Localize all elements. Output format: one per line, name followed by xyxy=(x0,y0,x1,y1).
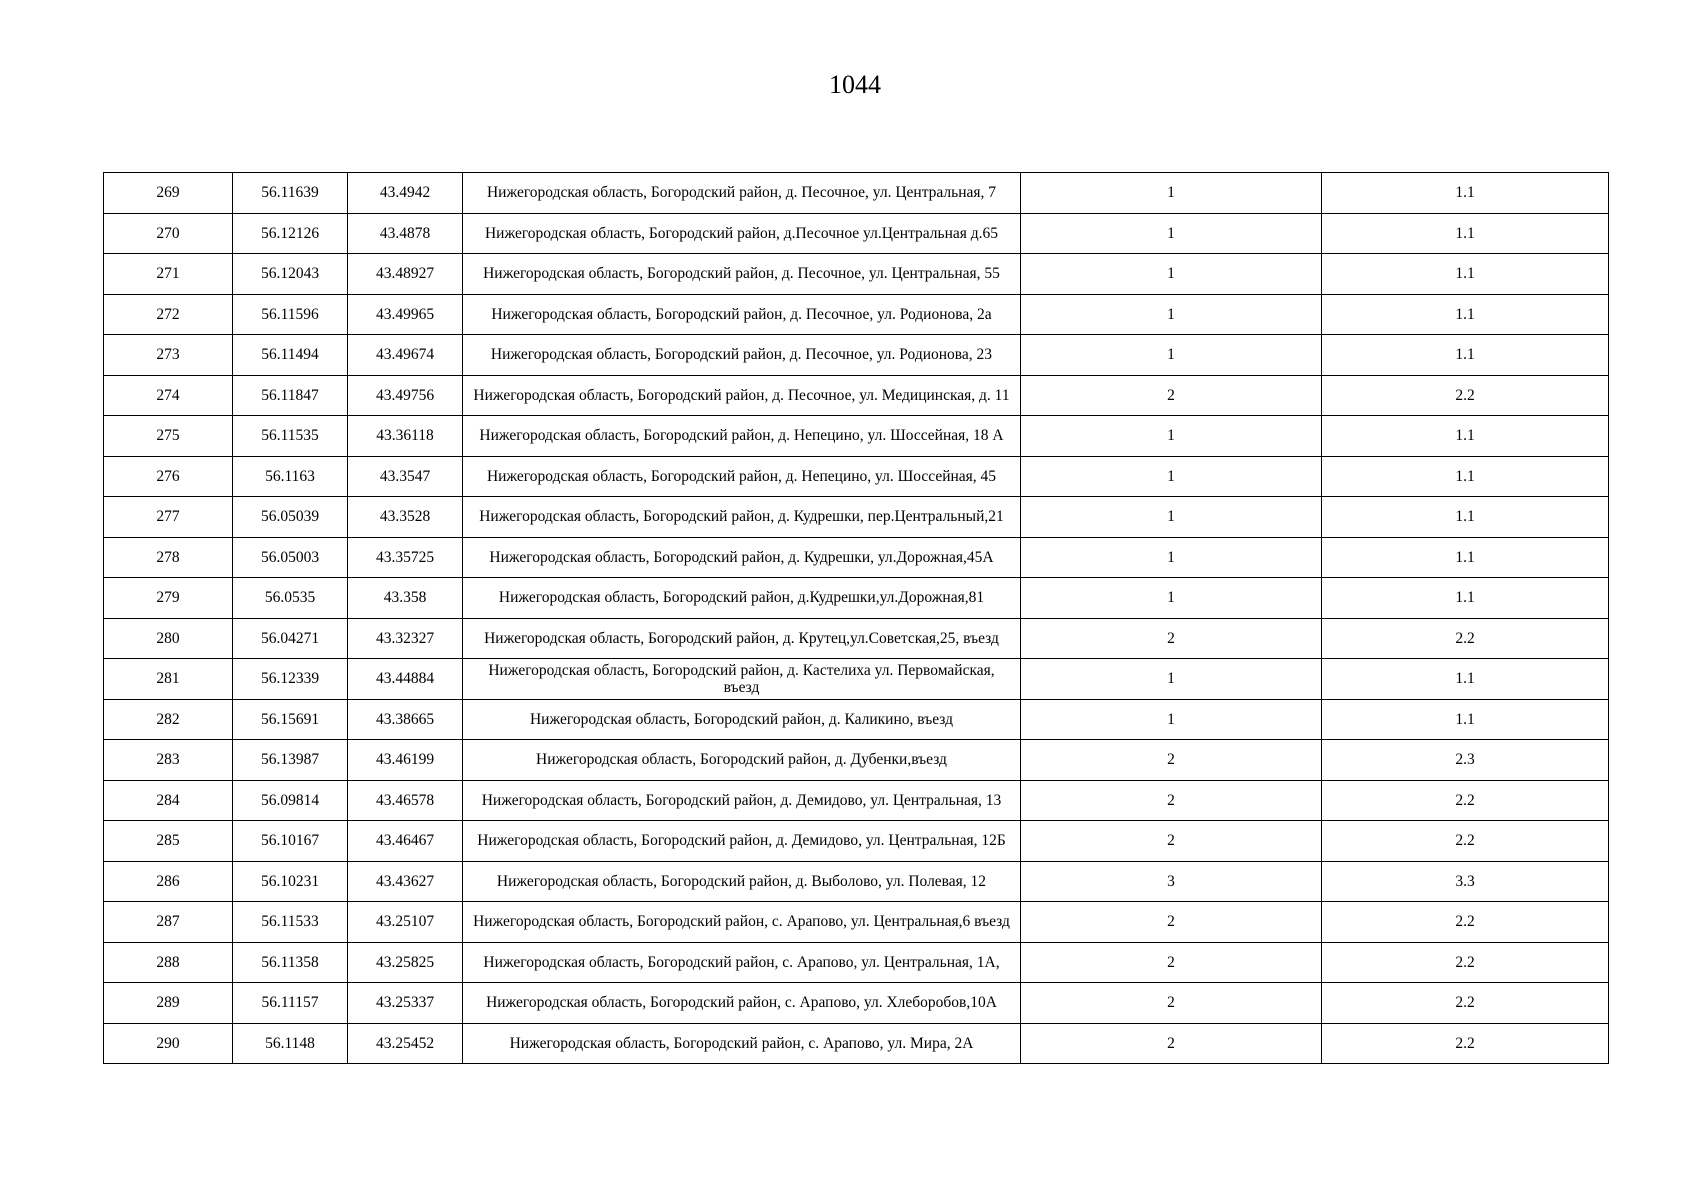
latitude-cell: 56.10167 xyxy=(233,821,348,862)
row-number-cell: 270 xyxy=(104,213,233,254)
count-cell: 3 xyxy=(1021,861,1322,902)
address-cell: Нижегородская область, Богородский район, с. Арапово, ул. Хлеборобов,10А xyxy=(463,983,1021,1024)
row-number-cell: 289 xyxy=(104,983,233,1024)
data-table xyxy=(103,172,1609,1064)
row-number-cell: 279 xyxy=(104,578,233,619)
table-row xyxy=(104,173,1609,214)
latitude-cell: 56.09814 xyxy=(233,780,348,821)
address-cell: Нижегородская область, Богородский район, д. Кудрешки, пер.Центральный,21 xyxy=(463,497,1021,538)
table-row xyxy=(104,456,1609,497)
latitude-cell: 56.11535 xyxy=(233,416,348,457)
address-cell: Нижегородская область, Богородский район, д. Кудрешки, ул.Дорожная,45А xyxy=(463,537,1021,578)
row-number-cell: 290 xyxy=(104,1023,233,1064)
longitude-cell: 43.46578 xyxy=(348,780,463,821)
code-cell: 1.1 xyxy=(1322,699,1609,740)
table-row xyxy=(104,983,1609,1024)
table-row xyxy=(104,416,1609,457)
count-cell: 1 xyxy=(1021,173,1322,214)
code-cell: 2.2 xyxy=(1322,902,1609,943)
longitude-cell: 43.35725 xyxy=(348,537,463,578)
address-cell: Нижегородская область, Богородский район, д. Каликино, въезд xyxy=(463,699,1021,740)
latitude-cell: 56.12126 xyxy=(233,213,348,254)
address-cell: Нижегородская область, Богородский район, д. Выболово, ул. Полевая, 12 xyxy=(463,861,1021,902)
latitude-cell: 56.05039 xyxy=(233,497,348,538)
code-cell: 1.1 xyxy=(1322,659,1609,700)
row-number-cell: 271 xyxy=(104,254,233,295)
longitude-cell: 43.44884 xyxy=(348,659,463,700)
latitude-cell: 56.11157 xyxy=(233,983,348,1024)
code-cell: 2.2 xyxy=(1322,821,1609,862)
latitude-cell: 56.10231 xyxy=(233,861,348,902)
table-row xyxy=(104,942,1609,983)
table-row xyxy=(104,213,1609,254)
code-cell: 1.1 xyxy=(1322,254,1609,295)
latitude-cell: 56.0535 xyxy=(233,578,348,619)
count-cell: 1 xyxy=(1021,497,1322,538)
longitude-cell: 43.25452 xyxy=(348,1023,463,1064)
code-cell: 1.1 xyxy=(1322,416,1609,457)
latitude-cell: 56.13987 xyxy=(233,740,348,781)
count-cell: 2 xyxy=(1021,375,1322,416)
code-cell: 1.1 xyxy=(1322,213,1609,254)
address-cell: Нижегородская область, Богородский район, д. Песочное, ул. Родионова, 23 xyxy=(463,335,1021,376)
count-cell: 1 xyxy=(1021,578,1322,619)
table-body xyxy=(104,173,1609,1064)
table-row xyxy=(104,699,1609,740)
longitude-cell: 43.3528 xyxy=(348,497,463,538)
count-cell: 2 xyxy=(1021,942,1322,983)
count-cell: 2 xyxy=(1021,740,1322,781)
table-row xyxy=(104,254,1609,295)
code-cell: 2.2 xyxy=(1322,1023,1609,1064)
latitude-cell: 56.11847 xyxy=(233,375,348,416)
latitude-cell: 56.1148 xyxy=(233,1023,348,1064)
row-number-cell: 269 xyxy=(104,173,233,214)
code-cell: 1.1 xyxy=(1322,537,1609,578)
code-cell: 1.1 xyxy=(1322,173,1609,214)
table-row xyxy=(104,618,1609,659)
row-number-cell: 288 xyxy=(104,942,233,983)
address-cell: Нижегородская область, Богородский район, д. Песочное, ул. Родионова, 2а xyxy=(463,294,1021,335)
address-cell: Нижегородская область, Богородский район, д. Песочное, ул. Медицинская, д. 11 xyxy=(463,375,1021,416)
table-row xyxy=(104,659,1609,700)
table-row xyxy=(104,497,1609,538)
longitude-cell: 43.49756 xyxy=(348,375,463,416)
longitude-cell: 43.25337 xyxy=(348,983,463,1024)
longitude-cell: 43.25107 xyxy=(348,902,463,943)
count-cell: 1 xyxy=(1021,416,1322,457)
table-row xyxy=(104,780,1609,821)
longitude-cell: 43.358 xyxy=(348,578,463,619)
row-number-cell: 273 xyxy=(104,335,233,376)
address-cell: Нижегородская область, Богородский район, д. Непецино, ул. Шоссейная, 18 А xyxy=(463,416,1021,457)
row-number-cell: 278 xyxy=(104,537,233,578)
count-cell: 1 xyxy=(1021,254,1322,295)
count-cell: 2 xyxy=(1021,821,1322,862)
longitude-cell: 43.32327 xyxy=(348,618,463,659)
row-number-cell: 280 xyxy=(104,618,233,659)
row-number-cell: 277 xyxy=(104,497,233,538)
latitude-cell: 56.11596 xyxy=(233,294,348,335)
latitude-cell: 56.11639 xyxy=(233,173,348,214)
longitude-cell: 43.36118 xyxy=(348,416,463,457)
count-cell: 2 xyxy=(1021,780,1322,821)
longitude-cell: 43.4878 xyxy=(348,213,463,254)
code-cell: 2.2 xyxy=(1322,942,1609,983)
address-cell: Нижегородская область, Богородский район, д. Демидово, ул. Центральная, 13 xyxy=(463,780,1021,821)
count-cell: 1 xyxy=(1021,335,1322,376)
row-number-cell: 285 xyxy=(104,821,233,862)
latitude-cell: 56.11533 xyxy=(233,902,348,943)
longitude-cell: 43.49965 xyxy=(348,294,463,335)
table-row xyxy=(104,821,1609,862)
table-row xyxy=(104,740,1609,781)
row-number-cell: 274 xyxy=(104,375,233,416)
code-cell: 1.1 xyxy=(1322,335,1609,376)
longitude-cell: 43.3547 xyxy=(348,456,463,497)
address-cell: Нижегородская область, Богородский район, д.Песочное ул.Центральная д.65 xyxy=(463,213,1021,254)
code-cell: 2.2 xyxy=(1322,780,1609,821)
page-number: 1044 xyxy=(829,70,881,99)
address-cell: Нижегородская область, Богородский район, д. Непецино, ул. Шоссейная, 45 xyxy=(463,456,1021,497)
table-row xyxy=(104,294,1609,335)
latitude-cell: 56.04271 xyxy=(233,618,348,659)
code-cell: 1.1 xyxy=(1322,456,1609,497)
latitude-cell: 56.05003 xyxy=(233,537,348,578)
count-cell: 1 xyxy=(1021,294,1322,335)
longitude-cell: 43.46199 xyxy=(348,740,463,781)
latitude-cell: 56.11358 xyxy=(233,942,348,983)
row-number-cell: 272 xyxy=(104,294,233,335)
longitude-cell: 43.48927 xyxy=(348,254,463,295)
longitude-cell: 43.25825 xyxy=(348,942,463,983)
latitude-cell: 56.1163 xyxy=(233,456,348,497)
address-cell: Нижегородская область, Богородский район, д. Кастелиха ул. Первомайская, въезд xyxy=(463,659,1021,700)
latitude-cell: 56.12043 xyxy=(233,254,348,295)
address-cell: Нижегородская область, Богородский район, д.Кудрешки,ул.Дорожная,81 xyxy=(463,578,1021,619)
address-cell: Нижегородская область, Богородский район, д. Песочное, ул. Центральная, 55 xyxy=(463,254,1021,295)
address-cell: Нижегородская область, Богородский район, д. Песочное, ул. Центральная, 7 xyxy=(463,173,1021,214)
latitude-cell: 56.11494 xyxy=(233,335,348,376)
code-cell: 2.2 xyxy=(1322,375,1609,416)
longitude-cell: 43.49674 xyxy=(348,335,463,376)
longitude-cell: 43.38665 xyxy=(348,699,463,740)
count-cell: 1 xyxy=(1021,213,1322,254)
count-cell: 1 xyxy=(1021,659,1322,700)
count-cell: 2 xyxy=(1021,983,1322,1024)
code-cell: 2.3 xyxy=(1322,740,1609,781)
code-cell: 1.1 xyxy=(1322,497,1609,538)
longitude-cell: 43.43627 xyxy=(348,861,463,902)
row-number-cell: 283 xyxy=(104,740,233,781)
address-cell: Нижегородская область, Богородский район, д. Демидово, ул. Центральная, 12Б xyxy=(463,821,1021,862)
latitude-cell: 56.15691 xyxy=(233,699,348,740)
address-cell: Нижегородская область, Богородский район, с. Арапово, ул. Центральная, 1А, xyxy=(463,942,1021,983)
count-cell: 2 xyxy=(1021,902,1322,943)
table-row xyxy=(104,335,1609,376)
count-cell: 1 xyxy=(1021,537,1322,578)
table-row xyxy=(104,1023,1609,1064)
row-number-cell: 287 xyxy=(104,902,233,943)
table-row xyxy=(104,902,1609,943)
table-row xyxy=(104,861,1609,902)
code-cell: 3.3 xyxy=(1322,861,1609,902)
latitude-cell: 56.12339 xyxy=(233,659,348,700)
code-cell: 1.1 xyxy=(1322,578,1609,619)
address-cell: Нижегородская область, Богородский район, с. Арапово, ул. Мира, 2А xyxy=(463,1023,1021,1064)
row-number-cell: 276 xyxy=(104,456,233,497)
row-number-cell: 284 xyxy=(104,780,233,821)
address-cell: Нижегородская область, Богородский район, д. Дубенки,въезд xyxy=(463,740,1021,781)
longitude-cell: 43.4942 xyxy=(348,173,463,214)
row-number-cell: 281 xyxy=(104,659,233,700)
row-number-cell: 286 xyxy=(104,861,233,902)
code-cell: 1.1 xyxy=(1322,294,1609,335)
address-cell: Нижегородская область, Богородский район, с. Арапово, ул. Центральная,6 въезд xyxy=(463,902,1021,943)
code-cell: 2.2 xyxy=(1322,983,1609,1024)
count-cell: 2 xyxy=(1021,1023,1322,1064)
table-row xyxy=(104,375,1609,416)
row-number-cell: 275 xyxy=(104,416,233,457)
count-cell: 1 xyxy=(1021,699,1322,740)
table-row xyxy=(104,578,1609,619)
table-row xyxy=(104,537,1609,578)
count-cell: 1 xyxy=(1021,456,1322,497)
code-cell: 2.2 xyxy=(1322,618,1609,659)
longitude-cell: 43.46467 xyxy=(348,821,463,862)
count-cell: 2 xyxy=(1021,618,1322,659)
address-cell: Нижегородская область, Богородский район, д. Крутец,ул.Советская,25, въезд xyxy=(463,618,1021,659)
row-number-cell: 282 xyxy=(104,699,233,740)
